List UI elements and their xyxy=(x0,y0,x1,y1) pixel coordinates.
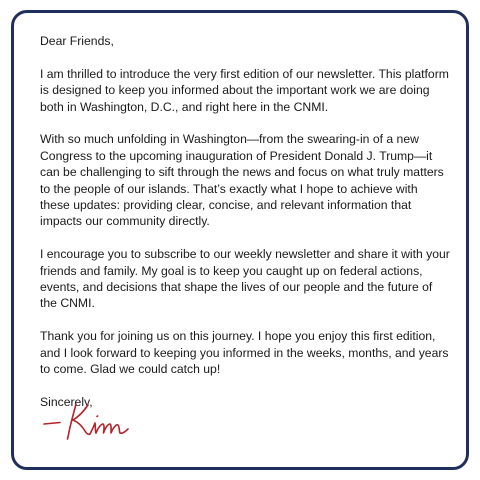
closing: Sincerely, xyxy=(40,394,93,409)
letter-body xyxy=(40,33,450,427)
paragraph-thanks: Thank you for joining us on this journey. I hope you enjoy this first edition, and I look forward to keeping you informed in the weeks, months, and years to come. Glad we could catch up! xyxy=(40,329,449,377)
paragraph-washington: With so much unfolding in Washington—from the swearing-in of a new Congress to the upcoming inauguration of President Donald J. Trump—it can be challenging to sift through the news and focus on what truly matters to the people of our islands. That’s exactly what I hope to achieve with these updates: providing clear, concise, and relevant information that impacts our community directly. xyxy=(40,132,444,229)
paragraph-intro: I am thrilled to introduce the very first edition of our newsletter. This platform is designed to keep you informed about the important work we are doing both in Washington, D.C., and right here in the CNMI. xyxy=(40,66,449,114)
handwritten-signature xyxy=(40,396,150,444)
paragraph-subscribe: I encourage you to subscribe to our weekly newsletter and share it with your friends and family. My goal is to keep you caught up on federal actions, events, and decisions that shape the lives of our people and the future of the CNMI. xyxy=(40,247,450,311)
greeting: Dear Friends, xyxy=(40,34,114,48)
